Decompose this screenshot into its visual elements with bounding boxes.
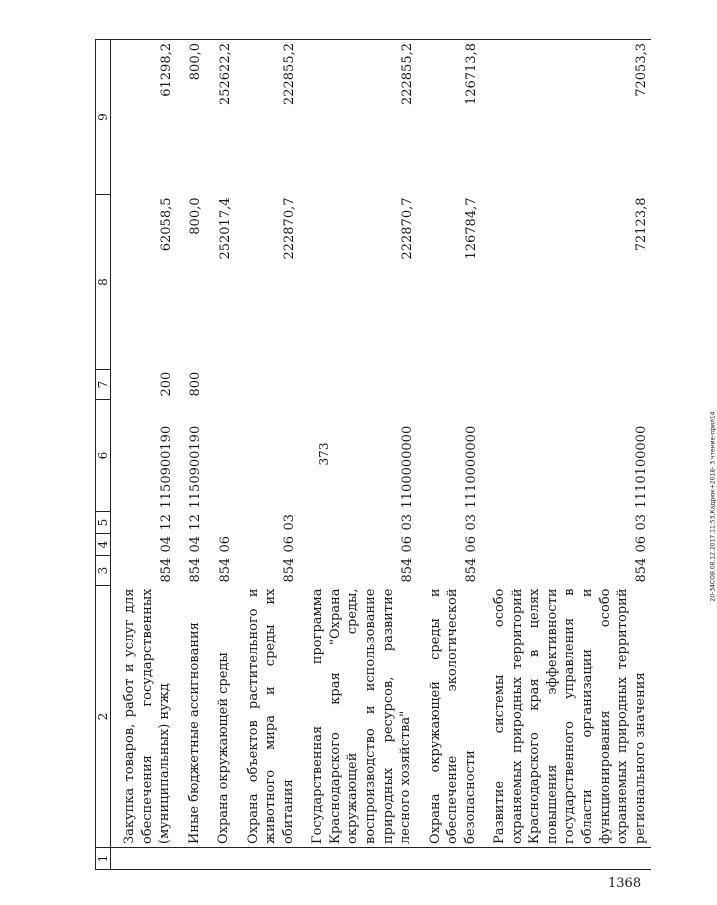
amount-2019-cell: 72123,8 <box>634 197 650 252</box>
expense-type-cell <box>235 370 300 400</box>
table-row <box>481 40 651 870</box>
amount-2019-cell: 62058,5 <box>158 197 174 252</box>
subsection-cell: 12 <box>188 513 204 531</box>
ministry-code-cell: 854 <box>158 557 174 583</box>
header-col-5: 5 <box>96 512 111 534</box>
footer-number: 1368 <box>608 876 642 891</box>
section-cell: 04 <box>188 535 204 553</box>
target-article-cell: 1150900190 <box>188 425 204 509</box>
subsection-cell: 03 <box>464 513 480 531</box>
table-row <box>235 40 300 870</box>
table-row <box>205 40 235 870</box>
table-row <box>299 40 416 870</box>
section-cell: 06 <box>217 535 233 553</box>
target-article-cell: 1110000000 <box>464 425 480 509</box>
expense-type-cell <box>299 370 416 400</box>
header-col-2: 2 <box>96 586 111 848</box>
ministry-code-cell: 854 <box>464 557 480 583</box>
budget-table-region <box>95 40 650 870</box>
header-col-3: 3 <box>96 556 111 586</box>
header-col-1: 1 <box>96 848 111 870</box>
ministry-code-cell: 854 <box>282 557 298 583</box>
row-number-cell <box>111 848 176 870</box>
amount-2020-cell: 222855,2 <box>235 40 300 195</box>
amount-2020-cell: 800,0 <box>176 40 206 195</box>
row-number-cell <box>176 848 206 870</box>
amount-2020-cell: 252622,2 <box>205 40 235 195</box>
amount-2020-cell: 72053,3 <box>481 40 651 195</box>
expense-type-cell: 800 <box>188 371 204 397</box>
subsection-cell: 03 <box>634 513 650 531</box>
subsection-cell: 03 <box>282 513 298 531</box>
header-col-7: 7 <box>96 370 111 400</box>
amount-2020-cell: 61298,2 <box>111 40 176 195</box>
header-col-8: 8 <box>96 195 111 370</box>
row-name-cell: Государственная программа Краснодарского края "Охрана окружающей среды, воспроизводство и использование природных ресурсов, развитие лесного хозяйства" <box>310 588 414 844</box>
row-number-cell <box>417 848 482 870</box>
table-row <box>111 40 176 870</box>
budget-table <box>95 39 651 870</box>
page-number: 373 <box>317 442 331 466</box>
amount-2019-cell: 126784,7 <box>464 197 480 260</box>
subsection-cell: 03 <box>399 513 415 531</box>
row-name-cell: Развитие системы особо охраняемых природных территорий Краснодарского края в целях повышения эффективности государственного управления в области организации и функционирования особо охраняемых природных территорий регионального значения <box>492 588 648 844</box>
amount-2019-cell: 800,0 <box>188 197 204 235</box>
amount-2019-cell: 222870,7 <box>282 197 298 260</box>
ministry-code-cell: 854 <box>399 557 415 583</box>
header-row <box>96 40 111 870</box>
section-cell: 06 <box>464 535 480 553</box>
subsection-cell: 12 <box>158 513 174 531</box>
expense-type-cell <box>481 370 651 400</box>
section-cell: 06 <box>282 535 298 553</box>
header-col-6: 6 <box>96 400 111 512</box>
ministry-code-cell: 854 <box>217 557 233 583</box>
row-number-cell <box>299 848 416 870</box>
amount-2019-cell: 222870,7 <box>399 197 415 260</box>
row-name-cell: Закупка товаров, работ и услуг для обеспечения государственных (муниципальных) нужд <box>122 588 173 844</box>
document-code: 20-34СОВ.08.12.2017.11:53.Кадрюк+2018- 3 чтение-прил14 <box>709 411 717 602</box>
row-name-cell: Иные бюджетные ассигнования <box>186 622 202 844</box>
target-article-cell: 1110100000 <box>634 425 650 509</box>
row-number-cell <box>235 848 300 870</box>
row-number-cell <box>205 848 235 870</box>
amount-2019-cell: 252017,4 <box>217 197 233 260</box>
section-cell: 04 <box>158 535 174 553</box>
row-number-cell <box>481 848 651 870</box>
target-article-cell <box>205 400 235 512</box>
subsection-cell <box>205 512 235 534</box>
amount-2020-cell: 126713,8 <box>417 40 482 195</box>
expense-type-cell: 200 <box>158 371 174 397</box>
header-col-4: 4 <box>96 534 111 556</box>
section-cell: 06 <box>634 535 650 553</box>
section-cell: 06 <box>399 535 415 553</box>
header-col-9: 9 <box>96 40 111 195</box>
expense-type-cell <box>205 370 235 400</box>
expense-type-cell <box>417 370 482 400</box>
target-article-cell: 1100000000 <box>399 425 415 509</box>
table-row <box>176 40 206 870</box>
target-article-cell: 1150900190 <box>158 425 174 509</box>
row-name-cell: Охрана окружающей среды <box>216 652 232 844</box>
amount-2020-cell: 222855,2 <box>299 40 416 195</box>
ministry-code-cell: 854 <box>188 557 204 583</box>
ministry-code-cell: 854 <box>634 557 650 583</box>
target-article-cell <box>235 400 300 512</box>
table-row <box>417 40 482 870</box>
row-name-cell: Охрана окружающей среды и обеспечение экологической безопасности <box>427 588 478 844</box>
row-name-cell: Охрана объектов растительного и животного мира и среды их обитания <box>245 588 296 844</box>
